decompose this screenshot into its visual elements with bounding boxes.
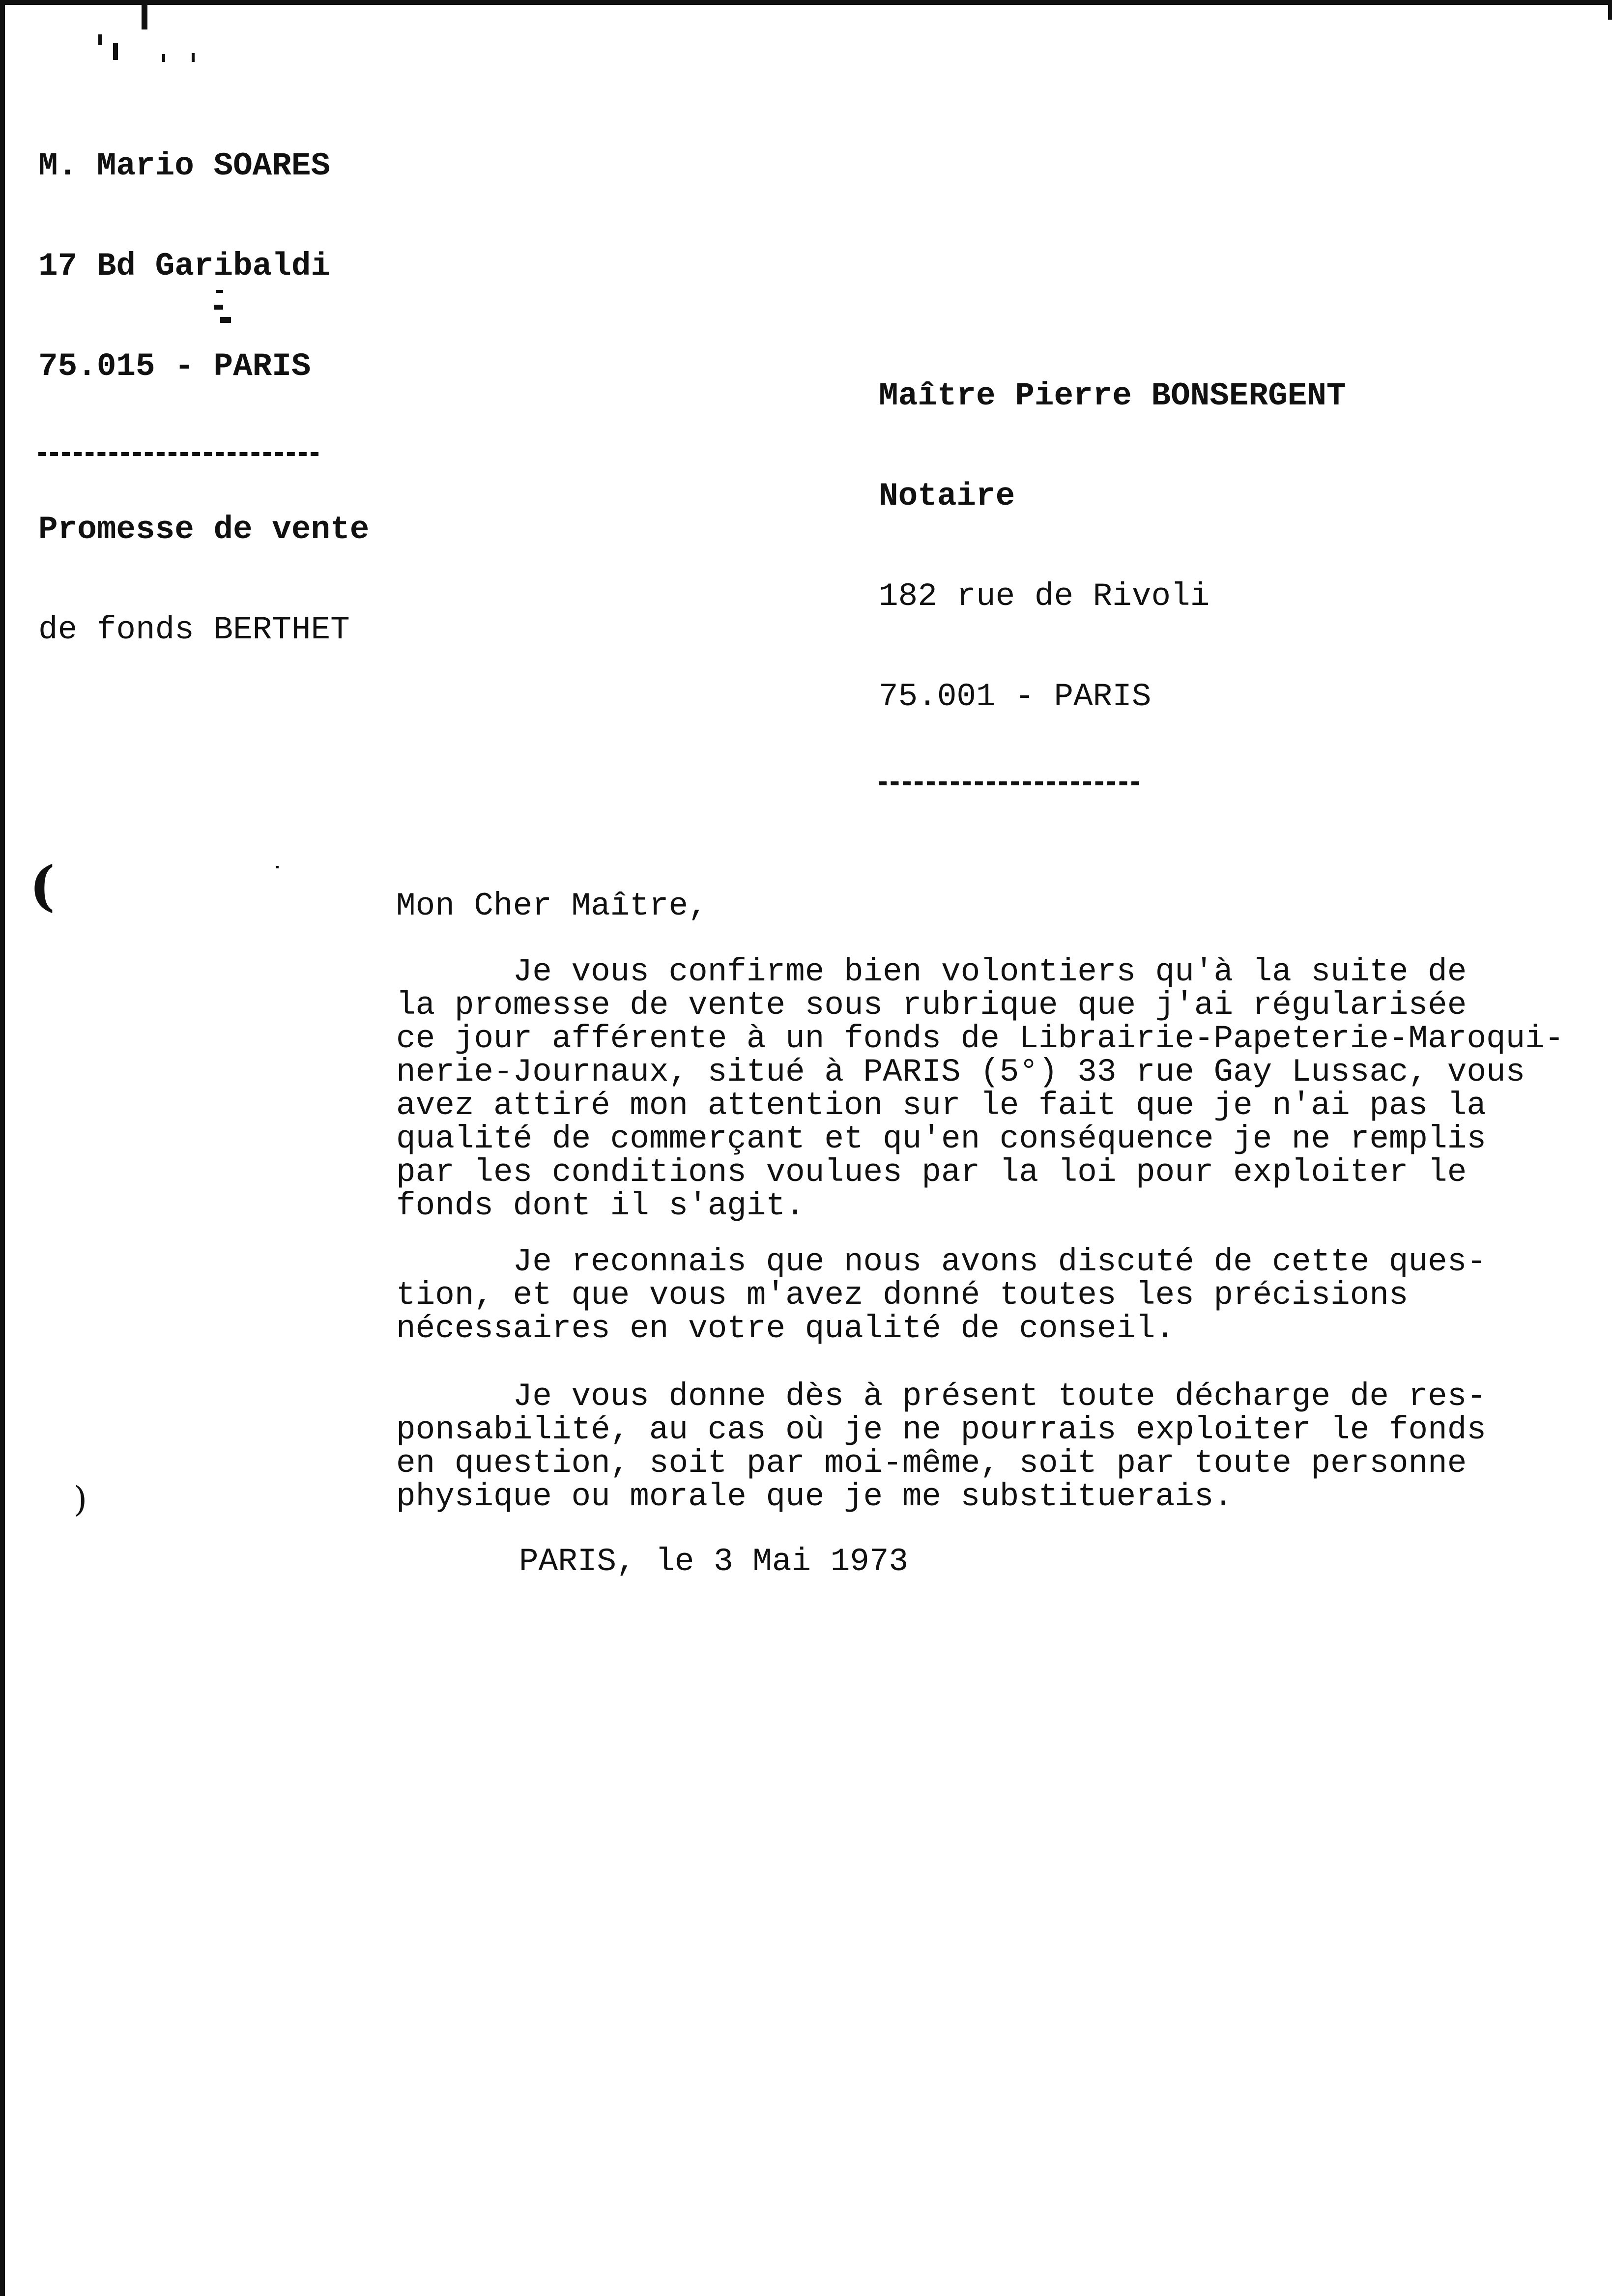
scan-bracket-mark: (	[29, 854, 56, 918]
scan-bracket-mark: )	[74, 1479, 87, 1520]
paragraph-line: Je vous donne dès à présent toute décharge de res-	[396, 1378, 1486, 1415]
recipient-underline	[879, 781, 1139, 790]
scan-mark	[162, 54, 165, 62]
paragraph-line: ce jour afférente à un fonds de Librairie-Papeterie-Maroqui-	[396, 1020, 1564, 1057]
paragraph-1	[396, 953, 1564, 1224]
paragraph-line: ponsabilité, au cas où je ne pourrais exploiter le fonds	[396, 1411, 1486, 1448]
paragraph-line: la promesse de vente sous rubrique que j'ai régularisée	[396, 987, 1467, 1024]
scan-border-top	[0, 0, 1612, 5]
scan-mark	[142, 4, 147, 29]
scan-border-left	[0, 0, 5, 2296]
paragraph-line: nerie-Journaux, situé à PARIS (5°) 33 rue Gay Lussac, vous	[396, 1054, 1526, 1091]
salutation: Mon Cher Maître,	[396, 888, 708, 924]
scan-border-right	[1608, 0, 1612, 20]
sender-city: 75.015 - PARIS	[38, 348, 311, 385]
paragraph-line: par les conditions voulues par la loi pour exploiter le	[396, 1154, 1467, 1191]
paragraph-line: nécessaires en votre qualité de conseil.	[396, 1310, 1175, 1347]
subject-reference	[38, 446, 369, 714]
sender-street: 17 Bd Garibaldi	[38, 248, 331, 285]
scan-mark	[192, 53, 195, 62]
sender-name: M. Mario SOARES	[38, 147, 331, 184]
paragraph-line: qualité de commerçant et qu'en conséquence je ne remplis	[396, 1120, 1486, 1157]
paragraph-line: physique ou morale que je me substituerais.	[396, 1478, 1234, 1515]
paragraph-line: tion, et que vous m'avez donné toutes les précisions	[396, 1277, 1409, 1314]
recipient-address	[879, 313, 1346, 857]
scan-mark	[98, 34, 102, 45]
recipient-name: Maître Pierre BONSERGENT	[879, 377, 1346, 414]
recipient-title: Notaire	[879, 478, 1015, 515]
paragraph-line: avez attiré mon attention sur le fait que je n'ai pas la	[396, 1087, 1486, 1124]
date-line: PARIS, le 3 Mai 1973	[519, 1543, 909, 1580]
recipient-street: 182 rue de Rivoli	[879, 578, 1210, 615]
scan-mark	[113, 43, 118, 60]
subject-line-1: Promesse de vente	[38, 511, 370, 548]
paragraph-2	[396, 1245, 1526, 1346]
scan-mark	[276, 866, 279, 868]
subject-line-2: de fonds BERTHET	[38, 611, 350, 648]
paragraph-line: fonds dont il s'agit.	[396, 1187, 805, 1224]
paragraph-line: en question, soit par moi-même, soit par toute personne	[396, 1445, 1467, 1482]
recipient-city: 75.001 - PARIS	[879, 678, 1151, 715]
paragraph-line: Je reconnais que nous avons discuté de cette ques-	[396, 1243, 1486, 1280]
paragraph-line: Je vous confirme bien volontiers qu'à la suite de	[396, 953, 1467, 990]
paragraph-3	[396, 1380, 1526, 1514]
